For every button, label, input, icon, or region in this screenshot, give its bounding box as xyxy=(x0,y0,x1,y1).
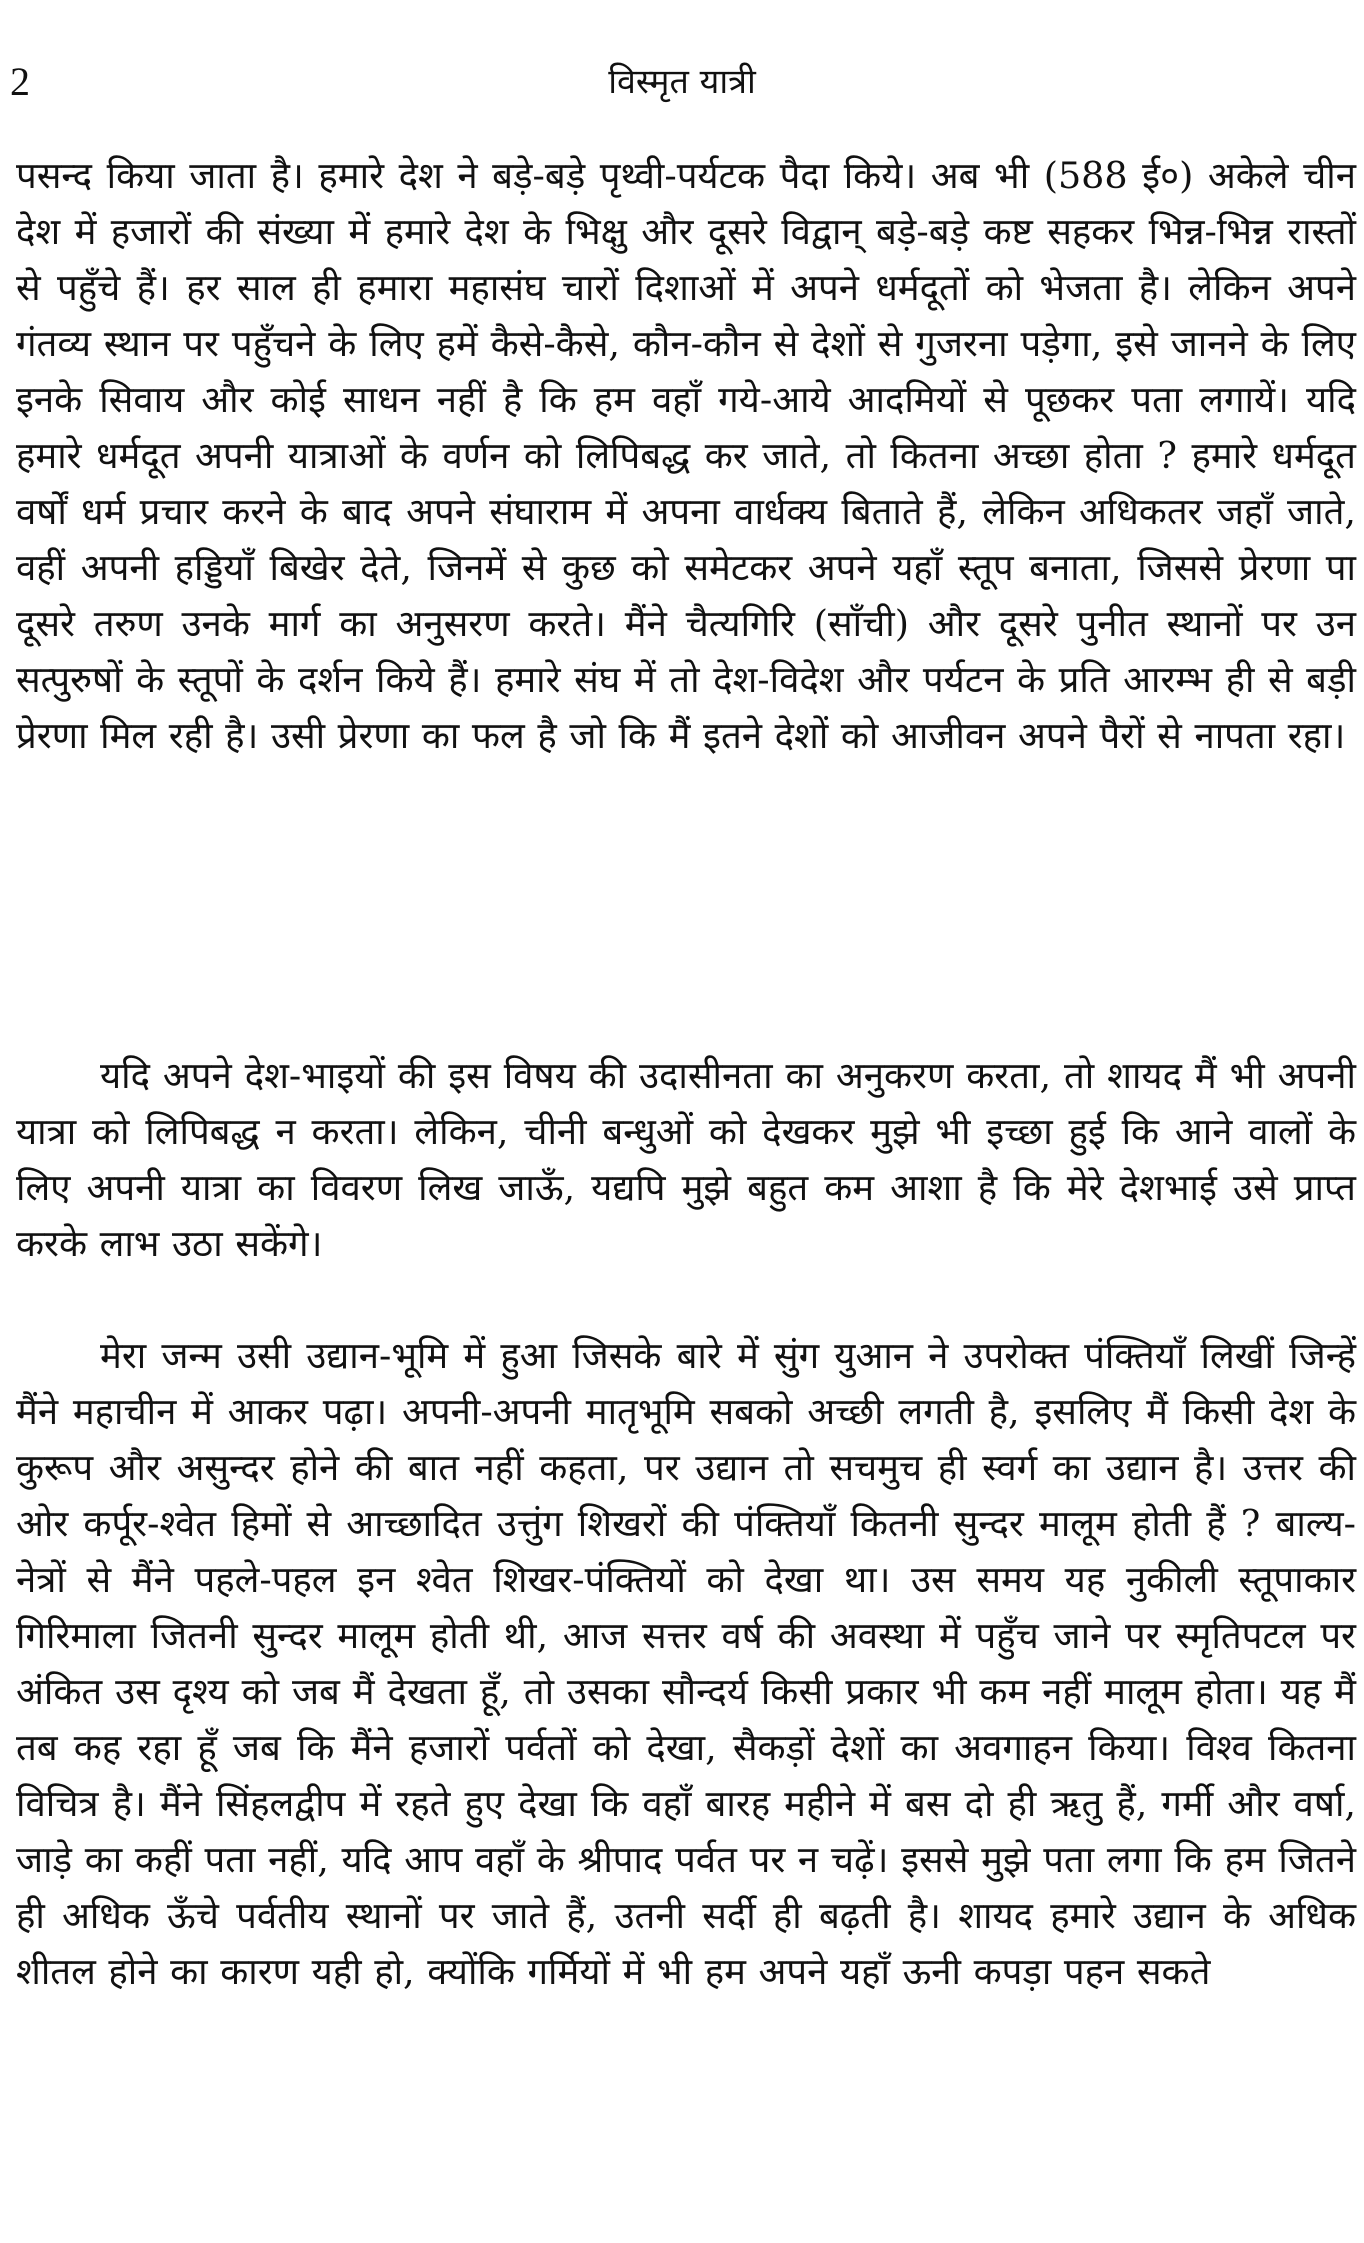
page-number: 2 xyxy=(10,59,30,104)
paragraph-3: मेरा जन्म उसी उद्यान-भूमि में हुआ जिसके बारे में सुंग युआन ने उपरोक्त पंक्तियाँ लिखीं जिन्हें मैंने महाचीन में आकर पढ़ा। अपनी-अपनी मातृभूमि सबको अच्छी लगती है, इसलिए मैं किसी देश के कुरूप और असुन्दर होने की बात नहीं कहता, पर उद्यान तो सचमुच ही स्वर्ग का उद्यान है। उत्तर की ओर कर्पूर-श्वेत हिमों से आच्छादित उत्तुंग शिखरों की पंक्तियाँ कितनी सुन्दर मालूम होती हैं ? बाल्य-नेत्रों से मैंने पहले-पहल इन श्वेत शिखर-पंक्तियों को देखा था। उस समय यह नुकीली स्तूपाकार गिरिमाला जितनी सुन्दर मालूम होती थी, आज सत्तर वर्ष की अवस्था में पहुँच जाने पर स्मृतिपटल पर अंकित उस दृश्य को जब मैं देखता हूँ, तो उसका सौन्दर्य किसी प्रकार भी कम नहीं मालूम होता। यह मैं तब कह रहा हूँ जब कि मैंने हजारों पर्वतों को देखा, सैकड़ों देशों का अवगाहन किया। विश्व कितना विचित्र है। मैंने सिंहलद्वीप में रहते हुए देखा कि वहाँ बारह महीने में बस दो ही ऋतु हैं, गर्मी और वर्षा, जाड़े का कहीं पता नहीं, यदि आप वहाँ के श्रीपाद पर्वत पर न चढ़ें। इससे मुझे पता लगा कि हम जितने ही अधिक ऊँचे पर्वतीय स्थानों पर जाते हैं, उतनी सर्दी ही बढ़ती है। शायद हमारे उद्यान के अधिक शीतल होने का कारण यही हो, क्योंकि गर्मियों में भी हम अपने यहाँ ऊनी कपड़ा पहन सकते xyxy=(16,1334,1356,1993)
page-header xyxy=(0,52,1364,112)
running-title: विस्मृत यात्री xyxy=(608,62,756,102)
paragraph-2: यदि अपने देश-भाइयों की इस विषय की उदासीनता का अनुकरण करता, तो शायद मैं भी अपनी यात्रा को लिपिबद्ध न करता। लेकिन, चीनी बन्धुओं को देखकर मुझे भी इच्छा हुई कि आने वालों के लिए अपनी यात्रा का विवरण लिख जाऊँ, यद्यपि मुझे बहुत कम आशा है कि मेरे देशभाई उसे प्राप्त करके लाभ उठा सकेंगे। xyxy=(16,1054,1356,1265)
paragraph-1: पसन्द किया जाता है। हमारे देश ने बड़े-बड़े पृथ्वी-पर्यटक पैदा किये। अब भी (588 ई०) अकेले चीन देश में हजारों की संख्या में हमारे देश के भिक्षु और दूसरे विद्वान् बड़े-बड़े कष्ट सहकर भिन्न-भिन्न रास्तों से पहुँचे हैं। हर साल ही हमारा महासंघ चारों दिशाओं में अपने धर्मदूतों को भेजता है। लेकिन अपने गंतव्य स्थान पर पहुँचने के लिए हमें कैसे-कैसे, कौन-कौन से देशों से गुजरना पड़ेगा, इसे जानने के लिए इनके सिवाय और कोई साधन नहीं है कि हम वहाँ गये-आये आदमियों से पूछकर पता लगायें। यदि हमारे धर्मदूत अपनी यात्राओं के वर्णन को लिपिबद्ध कर जाते, तो कितना अच्छा होता ? हमारे धर्मदूत वर्षों धर्म प्रचार करने के बाद अपने संघाराम में अपना वार्धक्य बिताते हैं, लेकिन अधिकतर जहाँ जाते, वहीं अपनी हड्डियाँ बिखेर देते, जिनमें से कुछ को समेटकर अपने यहाँ स्तूप बनाता, जिससे प्रेरणा पा दूसरे तरुण उनके मार्ग का अनुसरण करते। मैंने चैत्यगिरि (साँची) और दूसरे पुनीत स्थानों पर उन सत्पुरुषों के स्तूपों के दर्शन किये हैं। हमारे संघ में तो देश-विदेश और पर्यटन के प्रति आरम्भ ही से बड़ी प्रेरणा मिल रही है। उसी प्रेरणा का फल है जो कि मैं इतने देशों को आजीवन अपने पैरों से नापता रहा। xyxy=(16,154,1356,757)
